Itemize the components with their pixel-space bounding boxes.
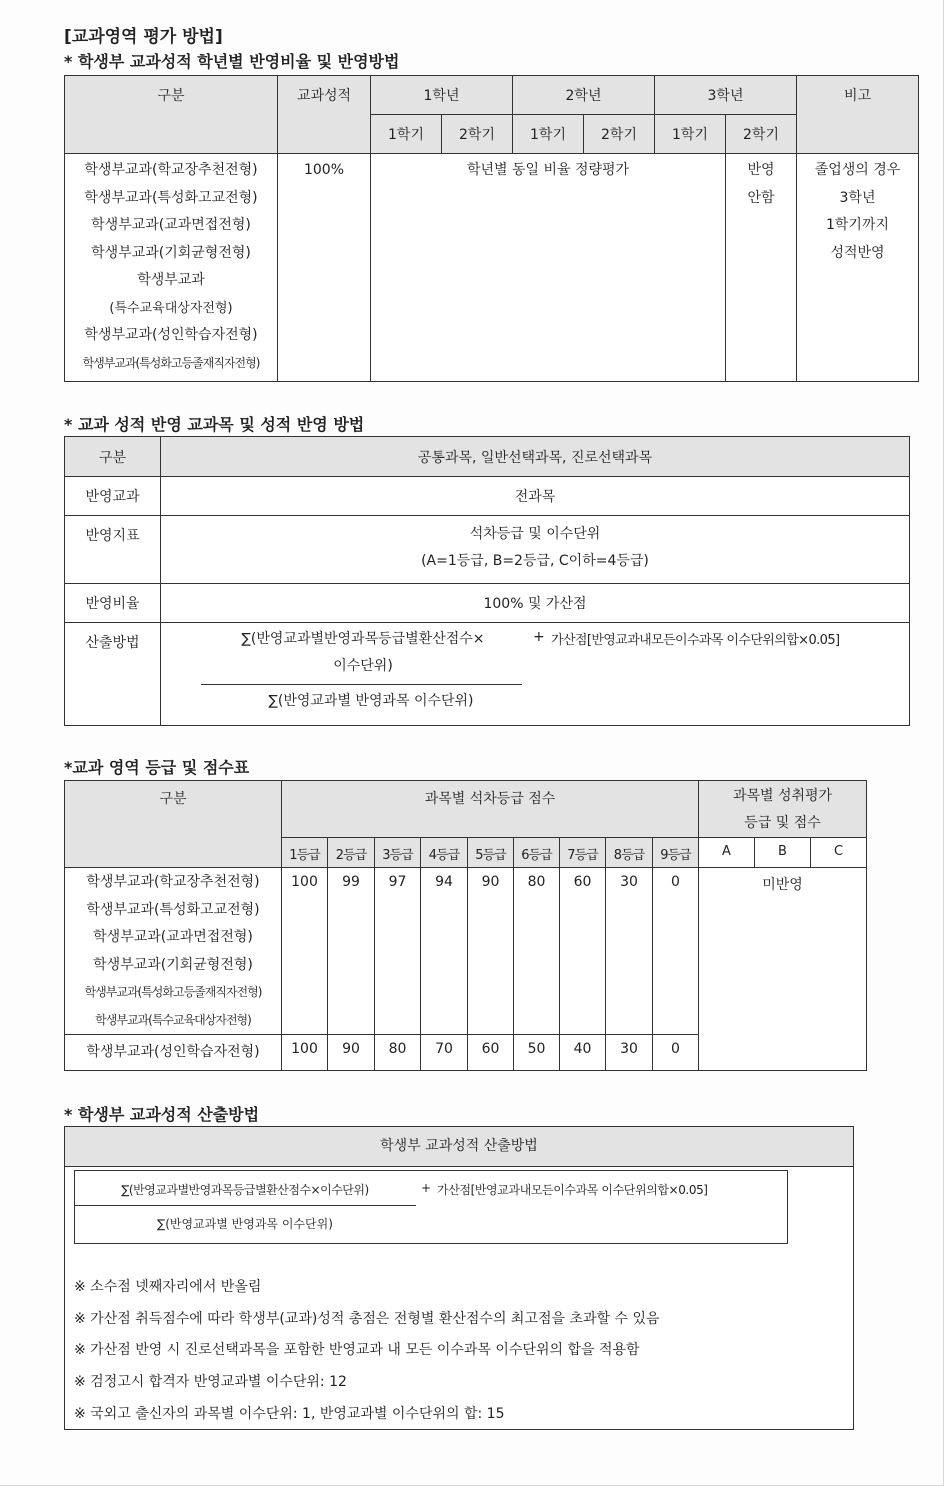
- fraction-line: [75, 1205, 416, 1206]
- grade-header: 3등급: [375, 838, 421, 868]
- list-item: 학생부교과(교과면접전형): [93, 929, 253, 945]
- note-item: ※ 소수점 넷째자리에서 반올림: [74, 1279, 262, 1295]
- col-header-category: 구분: [65, 76, 278, 154]
- row-label-calc: 산출방법: [65, 623, 161, 726]
- fraction-line: [201, 684, 522, 685]
- grade-header: 2등급: [328, 838, 375, 868]
- list-item: 학생부교과(특성화고교전형): [86, 901, 260, 918]
- list-item: 학생부교과(교과면접전형): [91, 217, 251, 233]
- grade-header: 1등급: [282, 838, 328, 868]
- note-value: 졸업생의 경우 3학년 1학기까지 성적반영: [797, 154, 919, 382]
- score-cell: 94: [421, 868, 468, 1035]
- evaluation-method: 학년별 동일 비율 정량평가: [371, 154, 726, 382]
- row-value-subjects: 전과목: [161, 477, 910, 516]
- grade-header: 8등급: [606, 838, 653, 868]
- grade-ratio-value: 100%: [278, 154, 371, 382]
- col-header-semester: 2학기: [584, 115, 655, 154]
- score-cell: 30: [606, 1035, 653, 1071]
- list-item: 학생부교과(특성화고등졸재직자전형): [82, 355, 260, 370]
- score-cell: 0: [653, 1035, 699, 1071]
- score-cell: 90: [468, 868, 514, 1035]
- grade-header: 7등급: [560, 838, 606, 868]
- calc-method-title: 학생부 교과성적 산출방법: [65, 1127, 853, 1167]
- admission-type-list: [65, 154, 278, 382]
- row-value-category: 공통과목, 일반선택과목, 진로선택과목: [161, 437, 910, 477]
- formula-bonus: 가산점[반영교과내모든이수과목 이수단위의합×0.05]: [551, 633, 840, 648]
- formula-bonus: 가산점[반영교과내모든이수과목 이수단위의합×0.05]: [437, 1183, 708, 1197]
- note-item: ※ 가산점 반영 시 진로선택과목을 포함한 반영교과 내 모든 이수과목 이수단위의 합을 적용함: [74, 1342, 640, 1358]
- formula-denominator: ∑(반영교과별 반영과목 이수단위): [157, 1217, 333, 1231]
- col-header-semester: 1학기: [655, 115, 726, 154]
- score-cell: 97: [375, 868, 421, 1035]
- section4-heading: * 학생부 교과성적 산출방법: [64, 1105, 260, 1124]
- formula-plus: +: [533, 629, 545, 645]
- col-header-semester: 1학기: [513, 115, 584, 154]
- col-header-semester: 2학기: [726, 115, 797, 154]
- achieve-grade-header: B: [755, 838, 811, 868]
- grade-header: 4등급: [421, 838, 468, 868]
- formula-numerator: ∑(반영교과별반영과목등급별환산점수×이수단위): [121, 1183, 369, 1197]
- row-label-category: 구분: [65, 437, 161, 477]
- formula-plus: +: [421, 1181, 432, 1195]
- list-item: 학생부교과(기회균형전형): [93, 956, 253, 973]
- list-item: 학생부교과(학교장추천전형): [86, 874, 260, 890]
- section2-heading: * 교과 성적 반영 교과목 및 성적 반영 방법: [64, 415, 365, 434]
- row-value-ratio: 100% 및 가산점: [161, 584, 910, 623]
- grade-ratio-table: [64, 75, 919, 382]
- row-label-index: 반영지표: [65, 516, 161, 584]
- score-cell: 80: [514, 868, 560, 1035]
- score-cell: 90: [328, 1035, 375, 1071]
- achieve-grade-header: C: [811, 838, 867, 868]
- grade-score-table: [64, 780, 867, 1071]
- col-header-grade-score: 교과성적: [278, 76, 371, 154]
- row-value-index: 석차등급 및 이수단위 (A=1등급, B=2등급, C이하=4등급): [161, 516, 910, 584]
- list-item: (특수교육대상자전형): [109, 300, 233, 316]
- grade-header: 5등급: [468, 838, 514, 868]
- list-item: 학생부교과(성인학습자전형): [84, 327, 258, 343]
- grade-header: 6등급: [514, 838, 560, 868]
- col-header-rank-scores: 과목별 석차등급 점수: [282, 781, 699, 838]
- year3-sem2-value: 반영 안함: [726, 154, 797, 382]
- list-item: 학생부교과(학교장추천전형): [84, 162, 258, 178]
- col-header-category: 구분: [65, 781, 282, 868]
- admission-type-list: [65, 868, 282, 1035]
- list-item: 학생부교과(성인학습자전형): [65, 1035, 282, 1071]
- formula-numerator: ∑(반영교과별반영과목등급별환산점수× 이수단위): [241, 631, 485, 674]
- section3-heading: *교과 영역 등급 및 점수표: [64, 758, 250, 777]
- score-cell: 100: [282, 868, 328, 1035]
- subject-method-table: [64, 436, 910, 726]
- col-header-semester: 1학기: [371, 115, 442, 154]
- col-header-note: 비고: [797, 76, 919, 154]
- note-item: ※ 국외고 출신자의 과목별 이수단위: 1, 반영교과별 이수단위의 합: 15: [74, 1406, 505, 1422]
- score-cell: 40: [560, 1035, 606, 1071]
- calc-method-box: [64, 1126, 854, 1430]
- score-cell: 50: [514, 1035, 560, 1071]
- list-item: 학생부교과(기회균형전형): [91, 244, 251, 261]
- col-header-year2: 2학년: [513, 76, 655, 115]
- row-label-subjects: 반영교과: [65, 477, 161, 516]
- calc-formula: [161, 623, 910, 726]
- list-item: 학생부교과(특성화고교전형): [84, 189, 258, 206]
- formula-denominator: ∑(반영교과별 반영과목 이수단위): [268, 693, 474, 709]
- list-item: 학생부교과(특수교육대상자전형): [95, 1012, 251, 1027]
- col-header-achievement: 과목별 성취평가 등급 및 점수: [699, 781, 867, 838]
- col-header-year1: 1학년: [371, 76, 513, 115]
- score-cell: 0: [653, 868, 699, 1035]
- score-cell: 60: [560, 868, 606, 1035]
- list-item: 학생부교과: [137, 272, 205, 288]
- score-cell: 80: [375, 1035, 421, 1071]
- score-cell: 70: [421, 1035, 468, 1071]
- score-cell: 99: [328, 868, 375, 1035]
- col-header-year3: 3학년: [655, 76, 797, 115]
- note-item: ※ 가산점 취득점수에 따라 학생부(교과)성적 총점은 전형별 환산점수의 최고점을 초과할 수 있음: [74, 1311, 660, 1327]
- list-item: 학생부교과(특성화고등졸재직자전형): [84, 985, 262, 999]
- formula-box: [74, 1170, 788, 1244]
- score-cell: 30: [606, 868, 653, 1035]
- grade-header: 9등급: [653, 838, 699, 868]
- row-label-ratio: 반영비율: [65, 584, 161, 623]
- achievement-value: 미반영: [699, 868, 867, 1071]
- col-header-semester: 2학기: [442, 115, 513, 154]
- score-cell: 100: [282, 1035, 328, 1071]
- section1-heading: * 학생부 교과성적 학년별 반영비율 및 반영방법: [64, 52, 400, 71]
- note-item: ※ 검정고시 합격자 반영교과별 이수단위: 12: [74, 1374, 347, 1390]
- page-title: [교과영역 평가 방법]: [64, 27, 223, 47]
- achieve-grade-header: A: [699, 838, 755, 868]
- score-cell: 60: [468, 1035, 514, 1071]
